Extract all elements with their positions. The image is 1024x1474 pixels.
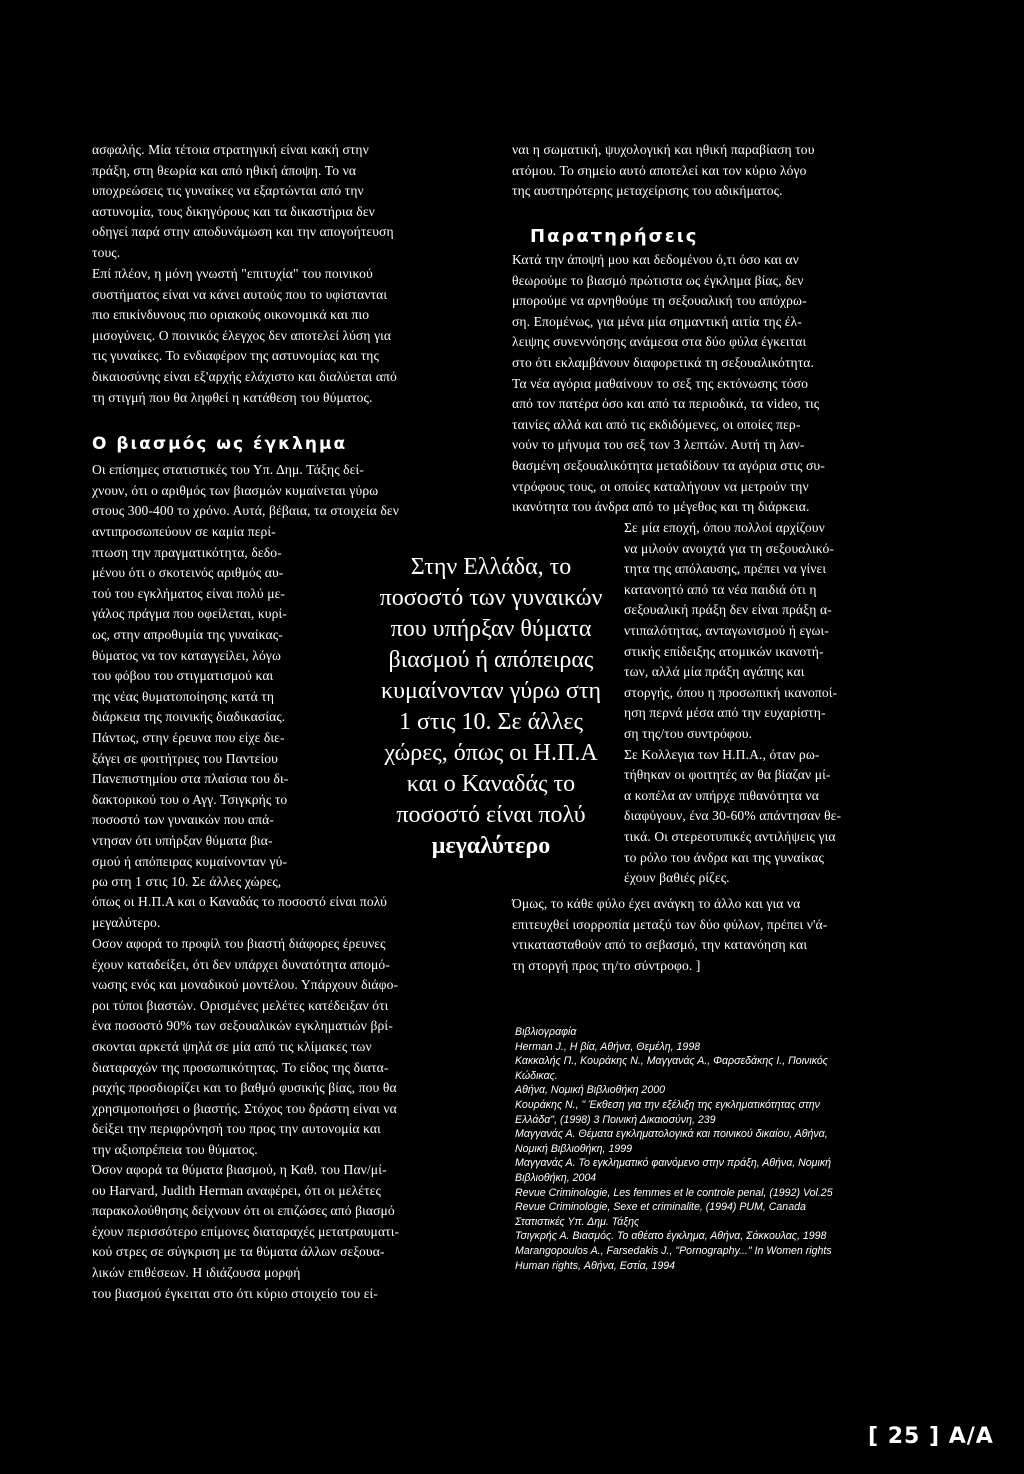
text-line: ρω στη 1 στις 10. Σε άλλες χώρες, [92,874,282,890]
references-list [515,1025,935,1273]
left-column-paragraph-2 [92,264,492,408]
reference-entry: Κώδικας. [515,1069,558,1082]
text-line: έχουν καταδείξει, ότι δεν υπάρχει δυνατότητα απομό- [92,956,390,972]
pull-quote [366,552,616,862]
text-line: ου Harvard, Judith Herman αναφέρει, ότι οι μελέτες [92,1182,381,1198]
text-line: αστυνομία, τους δικηγόρους και τα δικαστήρια δεν [92,203,375,219]
reference-entry: Marangopoulos A., Farsedakis J., "Pornography..." In Women rights [515,1244,832,1257]
references-heading: Βιβλιογραφία [515,1026,577,1038]
reference-entry: Κουράκης Ν., " Έκθεση για την εξέλιξη της εγκληματικότητας στην [515,1098,820,1111]
reference-entry: Revue Criminologie, Sexe et criminalite, (1994) PUM, Canada [515,1201,806,1214]
text-line: χρησιμοποιήσει ο βιαστής. Στόχος του δράστη είναι να [92,1100,397,1116]
text-line: από τον πατέρα όσο και από τα περιοδικά, τα video, τις [512,396,820,412]
text-line: ση. Επομένως, για μένα μία σημαντική αιτία της έλ- [512,313,802,329]
text-line: όπως οι Η.Π.Α και ο Καναδάς το ποσοστό είναι πολύ [92,894,388,909]
left-column-intro [92,140,492,264]
reference-entry: Μαγγανάς Α. Το εγκληματικό φαινόμενο στην πράξη, Αθήνα, Νομική [515,1157,832,1170]
text-line: μεγαλύτερο. [92,914,161,930]
text-line: Οι επίσημες στατιστικές του Υπ. Δημ. Τάξης δεί- [92,462,364,477]
text-line: Επί πλέον, η μόνη γνωστή "επιτυχία" του ποινικού [92,266,373,281]
section-heading-observations: Παρατηρήσεις [530,226,699,247]
right-column-conclusion [512,894,922,976]
reference-entry: Herman J., Η βία, Αθήνα, Θεμέλη, 1998 [515,1040,701,1053]
text-line: τις γυναίκες. Το ενδιαφέρον της αστυνομίας και της [92,348,379,364]
pull-quote-line: 1 στις 10. Σε άλλες [398,709,584,735]
pull-quote-line: και ο Καναδάς το [406,771,576,797]
text-line: δικαιοσύνης είναι εξ'αρχής ελάχιστο και διαλύεται από [92,368,397,384]
reference-entry: Ελλάδα", (1998) 3 Ποινική Δικαιοσύνη, 239 [515,1113,716,1126]
text-line: ντιπαλότητας, ανταγωνισμού ή εγωι- [624,622,829,638]
text-line: τικά. Οι στερεοτυπικές αντιλήψεις για [624,828,836,844]
text-line: Πανεπιστημίου στα πλαίσια του δι- [92,771,289,787]
text-line: πτωση την πραγματικότητα, δεδο- [92,544,282,560]
text-line: ταινίες αλλά και από τις εκδιδόμενες, οι οποίες περ- [512,416,801,432]
text-line: μπορούμε να αρνηθούμε τη σεξουαλική του απόχρω- [512,293,807,309]
left-column-rapist-profile [92,934,492,1161]
reference-entry: Κακκαλής Π., Κουράκης Ν., Μαγγανάς Α., Φαρσεδάκης Ι., Ποινικός [515,1055,828,1068]
text-line: πιο επικίνδυνους πιο οριακούς οικονομικά και πιο [92,307,370,323]
reference-entry: Νομική Βιβλιοθήκη, 1999 [515,1142,633,1155]
page-number: [ 25 ] Α/Α [868,1424,994,1449]
text-line: έχουν περισσότερο επίμονες διαταραχές μετατραυματι- [92,1223,400,1239]
text-line: των, αλλά μία πράξη αγάπης και [624,664,805,680]
reference-entry: Τσιγκρής Α. Βιασμός. Το αθέατο έγκλημα, Αθήνα, Σάκκουλας, 1998 [515,1230,827,1243]
pull-quote-line: Στην Ελλάδα, το [410,554,572,580]
text-line: ραχής προσδιορίζει και το βαθμό φυσικής βίας, που θα [92,1080,397,1096]
text-line: τήθηκαν οι φοιτητές αν θα βίαζαν μί- [624,767,831,783]
text-line: σεξουαλική πράξη δεν είναι πράξη α- [624,602,832,618]
text-line: της αυστηρότερης μεταχείρισης του αδικήματος. [512,183,783,199]
text-line: ντησαν ότι υπήρξαν θύματα βια- [92,832,273,848]
text-line: λειψης συνεννόησης ανάμεσα στα δύο φύλα έγκειται [512,334,807,350]
text-line: στοργής, όπου η προσωπική ικανοποί- [624,684,838,700]
text-line: ατόμου. Το σημείο αυτό αποτελεί και τον κύριο λόγο [512,162,807,178]
text-line: στους 300-400 το χρόνο. Αυτά, βέβαια, τα στοιχεία δεν [92,503,399,519]
text-line: σμού ή απόπειρας κυμαίνονταν γύ- [92,853,288,869]
left-column-victims [92,1160,492,1304]
text-line: ντικατασταθούν από το σεβασμό, την κατανόηση και [512,937,808,953]
text-line: Τα νέα αγόρια μαθαίνουν το σεξ της εκτόνωσης τόσο [512,375,808,391]
text-line: πράξη, στη θεωρία και από ηθική άποψη. Το να [92,162,357,178]
text-line: συστήματος είναι να κάνει αυτούς που το υφίστανται [92,286,388,302]
pull-quote-line: που υπήρξαν θύματα [390,616,592,642]
text-line: τους. [92,244,121,260]
text-line: να μιλούν ανοιχτά για τη σεξουαλικό- [624,540,834,556]
text-line: νούν το μήνυμα του σεξ των 3 λεπτών. Αυτή τη λαν- [512,437,805,453]
text-line: ασφαλής. Μία τέτοια στρατηγική είναι κακή στην [92,142,369,157]
text-line: στο ότι εκλαμβάνουν διαφορετικά τη σεξουαλικότητα. [512,354,815,370]
text-line: μισογύνεις. Ο ποινικός έλεγχος δεν αποτελεί λύση για [92,327,392,343]
text-line: τη στοργή προς τη/το σύντροφο. ] [512,957,701,973]
text-line: Πάντως, στην έρευνα που είχε διε- [92,729,285,745]
left-column-continuation [92,892,492,933]
text-line: τού του εγκλήματος είναι πολύ με- [92,585,286,601]
section-heading-rape-as-crime: Ο βιασμός ως έγκλημα [92,434,348,454]
text-line: κατανοητό από τα νέα παιδιά ότι η [624,581,817,597]
pull-quote-line: ποσοστό των γυναικών [379,585,603,611]
pull-quote-last: μεγαλύτερο [431,833,551,859]
text-line: οδηγεί παρά στην αποδυνάμωση και την απογοήτευση [92,224,394,240]
text-line: θύματος να τον καταγγείλει, λόγω [92,647,282,663]
text-line: τη στιγμή που θα ληφθεί η κατάθεση του θύματος. [92,389,373,405]
text-line: ικανότητα του άνδρα από το μέγεθος και τη διάρκεια. [512,499,810,515]
text-line: μένου ότι ο σκοτεινός αριθμός αυ- [92,565,284,581]
text-line: ένα ποσοστό 90% των σεξουαλικών εγκληματιών βρί- [92,1018,393,1034]
reference-entry: Μαγγανάς Α. Θέματα εγκληματολογικά και ποινικού δικαίου, Αθήνα, [515,1128,828,1141]
text-line: του βιασμού έγκειται στο ότι κύριο στοιχείο του εί- [92,1285,378,1301]
text-line: Σε μία εποχή, όπου πολλοί αρχίζουν [624,520,825,535]
right-column-observations [512,250,922,518]
text-line: ναι η σωματική, ψυχολογική και ηθική παραβίαση του [512,142,815,157]
text-line: ντρόφους τους, οι οποίες καταλήγουν να μετρούν την [512,478,809,494]
text-line: το ρόλο του άνδρα και της γυναίκας [624,849,824,865]
text-line: ηση περνά μέσα από την ευχαρίστη- [624,705,826,721]
text-line: έχουν βαθιές ρίζες. [624,870,730,886]
text-line: υποχρεώσεις τις γυναίκες να εξαρτώνται από την [92,183,364,199]
text-line: αντιπροσωπεύουν σε καμία περί- [92,524,276,539]
reference-entry: Βιβλιοθήκη, 2004 [515,1171,597,1184]
text-line: α κοπέλα αν υπήρχε πιθανότητα να [624,787,819,803]
text-line: ως, στην απροθυμία της γυναίκας- [92,626,283,642]
text-line: στικής επίδειξης ατομικών ικανοτή- [624,643,824,659]
text-line: χνουν, ότι ο αριθμός των βιασμών κυμαίνεται γύρω [92,482,379,498]
reference-entry: Human rights, Αθήνα, Εστία, 1994 [515,1259,676,1272]
text-line: Κατά την άποψή μου και δεδομένου ό,τι όσο και αν [512,252,799,267]
text-line: παρακολούθησης δείχνουν ότι οι επιζώσες από βιασμό [92,1203,395,1219]
pull-quote-line: ποσοστό είναι πολύ [396,802,586,828]
text-line: κού στρες σε σύγκριση με τα θύματα άλλων σεξουα- [92,1244,385,1260]
text-line: της νέας θυματοποίησης κατά τη [92,688,275,704]
text-line: γάλος πράγμα που οφείλεται, κυρί- [92,606,287,622]
reference-entry: Αθήνα, Νομική Βιβλιοθήκη 2000 [515,1084,665,1097]
text-line: Σε Κολλεγια των Η.Π.Α., όταν ρω- [624,746,820,762]
pull-quote-line: κυμαίνονταν γύρω στη [380,678,602,704]
text-line: θασμένη σεξουαλικότητα μεταδίδουν τα αγόρια στις συ- [512,457,825,473]
text-line: επιτευχθεί ισορροπία μεταξύ των δύο φύλων, πρέπει ν'ά- [512,916,828,932]
text-line: διάρκεια της ποινικής διαδικασίας. [92,709,286,725]
text-line: διαταραχών της προσωπικότητας. Το είδος της διατα- [92,1059,389,1075]
text-line: ροι τύποι βιαστών. Ορισμένες μελέτες κατέδειξαν ότι [92,997,389,1013]
text-line: Όμως, το κάθε φύλο έχει ανάγκη το άλλο και για να [512,896,801,911]
text-line: τητα της απόλαυσης, πρέπει να γίνει [624,561,827,577]
reference-entry: Στατιστικές Υπ. Δημ. Τάξης [515,1215,640,1228]
text-line: νωσης ενός και μοναδικού μοντέλου. Υπάρχουν διάφο- [92,977,399,993]
text-line: ποσοστό των γυναικών που απά- [92,812,274,828]
text-line: δακτορικού του ο Αγγ. Τσιγκρής το [92,791,288,807]
text-line: ξάγει σε φοιτήτριες του Παντείου [92,750,278,766]
right-column-intro [512,140,922,202]
reference-entry: Revue Criminologie, Les femmes et le controle penal, (1992) Vol.25 [515,1186,833,1199]
left-column-stats [92,460,492,522]
text-line: Όσον αφορά τα θύματα βιασμού, η Καθ. του Παν/μί- [92,1162,387,1177]
text-line: διαφύγουν, ένα 30-60% απάντησαν θε- [624,808,842,824]
text-line: Οσον αφορά το προφίλ του βιαστή διάφορες έρευνες [92,936,386,951]
left-column-wrap-text [92,522,370,893]
text-line: του φόβου του στιγματισμού και [92,668,274,684]
pull-quote-line: χώρες, όπως οι Η.Π.Α [384,740,598,766]
text-line: θεωρούμε το βιασμό πρώτιστα ως έγκλημα βίας, δεν [512,272,804,288]
text-line: ση της/του συντρόφου. [624,725,753,741]
pull-quote-line: βιασμού ή απόπειρας [388,647,594,673]
text-line: σκονται αρκετά ψηλά σε μία από τις κλίμακες των [92,1038,372,1054]
text-line: λικών επιθέσεων. Η ιδιάζουσα μορφή [92,1264,301,1280]
text-line: δείξει την περιφρόνησή του προς την αυτονομία και [92,1121,381,1137]
text-line: την αξιοπρέπεια του θύματος. [92,1141,258,1157]
right-column-wrap-text [624,518,922,889]
